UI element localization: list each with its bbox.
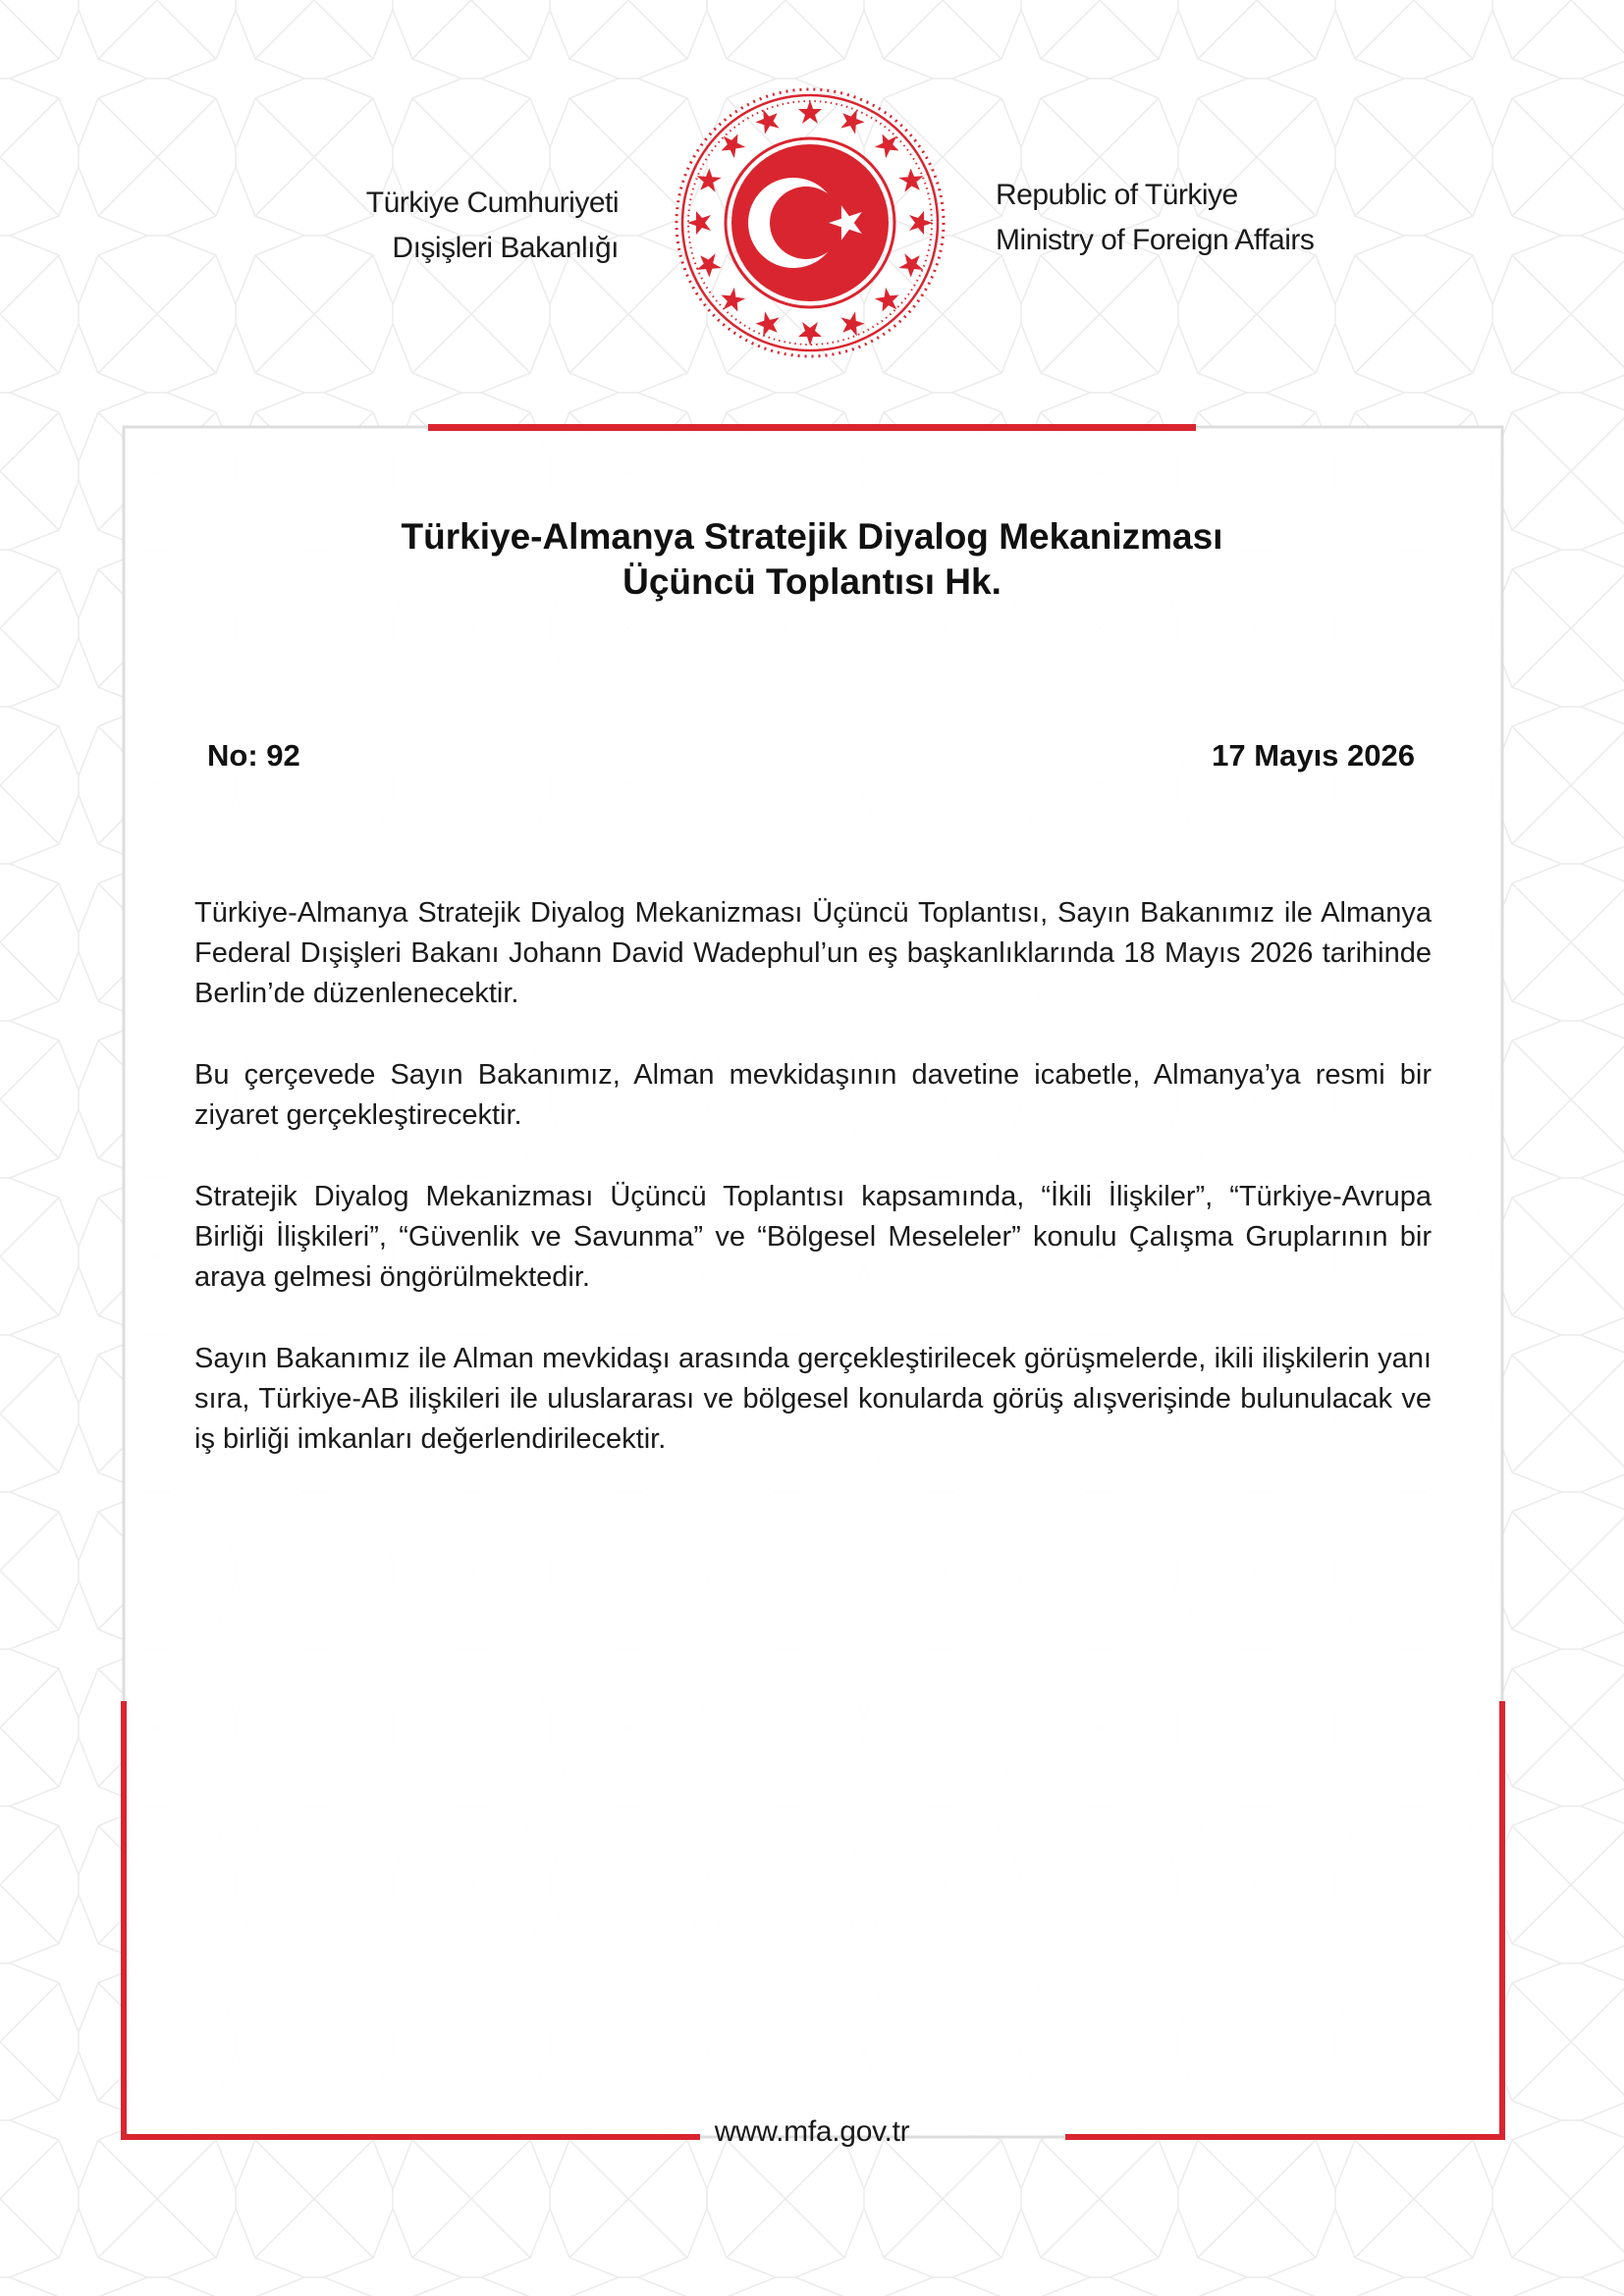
header-left-block bbox=[295, 181, 619, 271]
document-number: No: 92 bbox=[207, 738, 300, 773]
turkish-star-crescent-seal-icon bbox=[668, 80, 952, 365]
frame-left-red-bar bbox=[121, 1701, 127, 2140]
header-left-line2: Dışişleri Bakanlığı bbox=[392, 232, 619, 264]
body-paragraph: Bu çerçevede Sayın Bakanımız, Alman mevkidaşının davetine icabetle, Almanya’ya resmi bir ziyaret gerçekleştirecektir. bbox=[194, 1059, 1432, 1131]
document-title bbox=[196, 514, 1428, 605]
document-title-line2: Üçüncü Toplantısı Hk. bbox=[623, 561, 1001, 602]
header-right-block bbox=[996, 173, 1388, 263]
footer-website-link[interactable]: www.mfa.gov.tr bbox=[714, 2115, 910, 2148]
document-title-line1: Türkiye-Almanya Stratejik Diyalog Mekanizması bbox=[401, 516, 1223, 557]
frame-top-red-bar bbox=[428, 424, 1196, 431]
document-body bbox=[194, 893, 1432, 1501]
body-paragraph: Sayın Bakanımız ile Alman mevkidaşı arasında gerçekleştirilecek görüşmelerde, ikili ilişkilerin yanı sıra, Türkiye-AB ilişkileri ile uluslararası ve bölgesel konularda görüş alışverişinde bulunulacak ve iş birliği imkanları değerlendirilecektir. bbox=[194, 1343, 1432, 1455]
body-paragraph: Türkiye-Almanya Stratejik Diyalog Mekanizması Üçüncü Toplantısı, Sayın Bakanımız ile Almanya Federal Dışişleri Bakanı Johann David Wadephul’un eş başkanlıklarında 18 Mayıs 2026 tarihinde Berlin’de düzenlenecektir. bbox=[194, 897, 1432, 1009]
document-date: 17 Mayıs 2026 bbox=[1212, 738, 1415, 773]
frame-right-red-bar bbox=[1499, 1701, 1505, 2140]
header-left-line1: Türkiye Cumhuriyeti bbox=[365, 187, 619, 219]
body-paragraph: Stratejik Diyalog Mekanizması Üçüncü Toplantısı kapsamında, “İkili İlişkiler”, “Türkiye-Avrupa Birliği İlişkileri”, “Güvenlik ve Savunma” ve “Bölgesel Meseleler” konulu Çalışma Gruplarının bir araya gelmesi öngörülmektedir. bbox=[194, 1181, 1432, 1293]
header-right-line1: Republic of Türkiye bbox=[996, 179, 1238, 211]
header-right-line2: Ministry of Foreign Affairs bbox=[996, 224, 1315, 256]
